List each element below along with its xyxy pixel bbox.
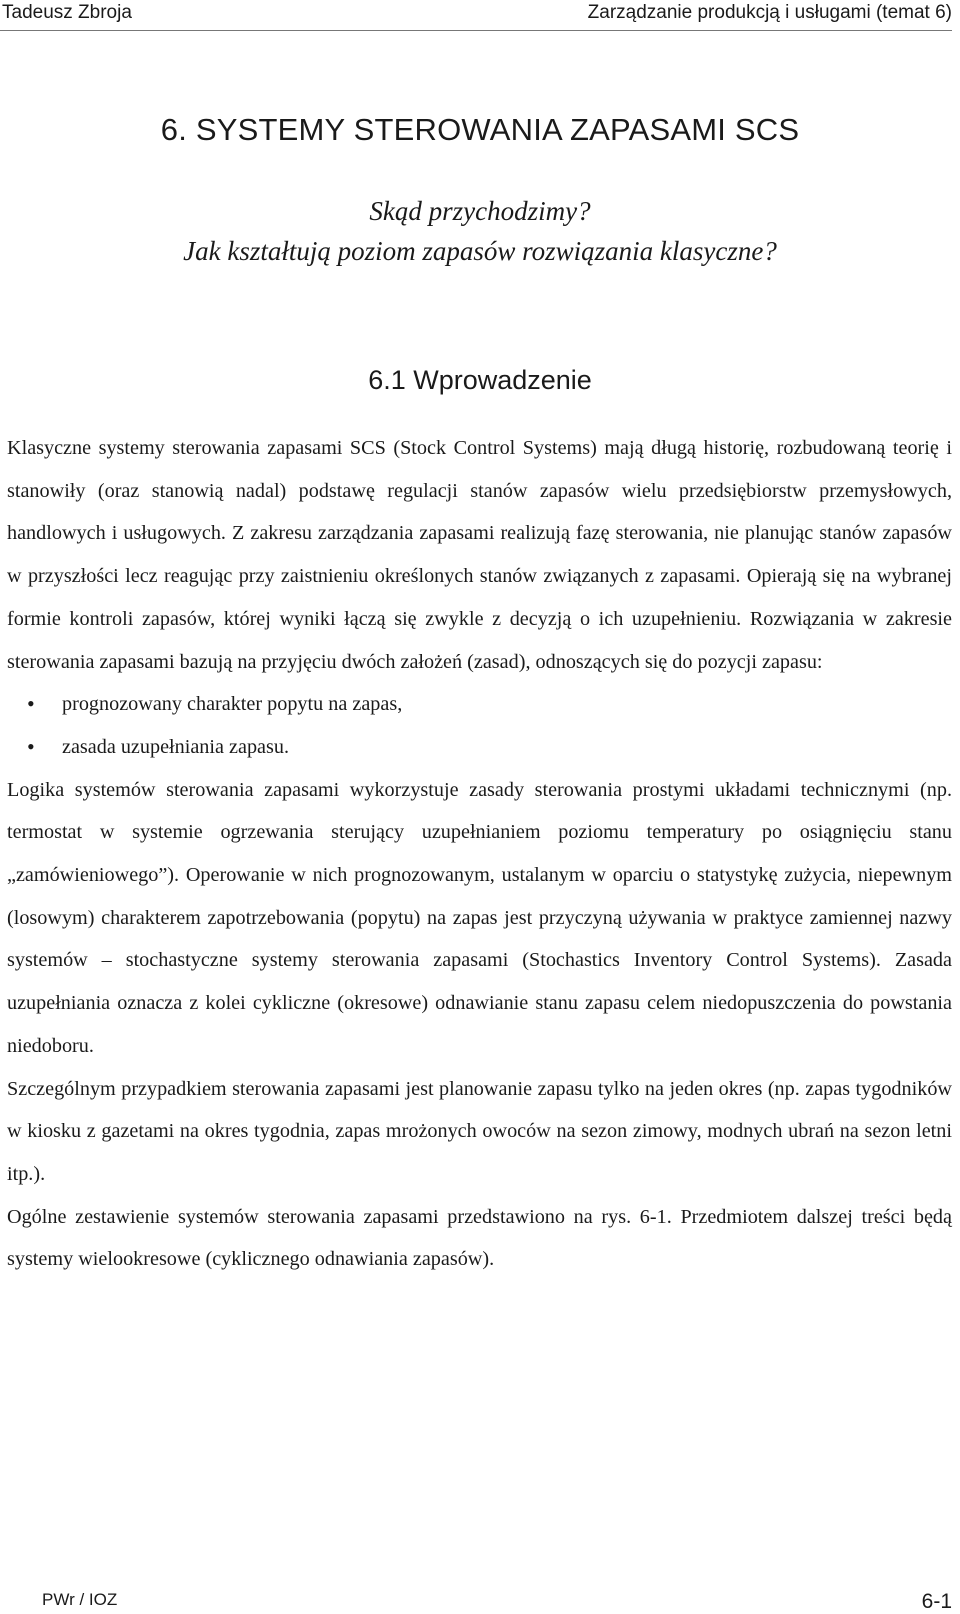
bullet-list — [7, 683, 952, 768]
bullet-item — [7, 726, 952, 769]
body-text — [7, 427, 952, 1281]
bullet-item — [7, 683, 952, 726]
paragraph-logic: Logika systemów sterowania zapasami wykorzystuje zasady sterowania prostymi układami technicznymi (np. termostat w systemie ogrzewania sterujący uzupełnianiem poziomu temperatury po osiągnięciu stanu „zamówieniowego”). Operowanie w nich prognozowanym, ustalanym w oparciu o statystykę zużycia, niepewnym (losowym) charakterem zapotrzebowania (popytu) na zapas jest przyczyną używania w praktyce zamiennej nazwy systemów – stochastyczne systemy sterowania zapasami (Stochastics Inventory Control Systems). Zasada uzupełniania oznacza z kolei cykliczne (okresowe) odnawianie stanu zapasu celem niedopuszczenia do powstania niedoboru. — [7, 778, 952, 1057]
paragraph-intro: Klasyczne systemy sterowania zapasami SCS (Stock Control Systems) mają długą historię, rozbudowaną teorię i stanowiły (oraz stanowią nadal) podstawę regulacji stanów zapasów wielu przedsiębiorstw przemysłowych, handlowych i usługowych. Z zakresu zarządzania zapasami realizują fazę sterowania, nie planując stanów zapasów w przyszłości lecz reagując przy zaistnieniu określonych stanów związanych z zapasami. Opierają się na wybranej formie kontroli zapasów, której wyniki łączą się zwykle z decyzją o ich uzupełnieniu. Rozwiązania w zakresie sterowania zapasami bazują na przyjęciu dwóch założeń (zasad), odnoszących się do pozycji zapasu: — [7, 437, 952, 673]
header-course: Zarządzanie produkcją i usługami (temat 6) — [587, 2, 952, 23]
bullet-text: prognozowany charakter popytu na zapas, — [62, 693, 403, 716]
question-2: Jak kształtują poziom zapasów rozwiązania klasyczne? — [183, 236, 777, 266]
paragraph-special-case: Szczególnym przypadkiem sterowania zapasami jest planowanie zapasu tylko na jeden okres (np. zapas tygodników w kiosku z gazetami na okres tygodnia, zapas mrożonych owoców na sezon zimowy, modnych ubrań na sezon letni itp.). — [7, 1077, 952, 1185]
bullet-text: zasada uzupełniania zapasu. — [62, 735, 289, 758]
bullet-icon: • — [27, 691, 35, 717]
chapter-title: 6. SYSTEMY STEROWANIA ZAPASAMI SCS — [160, 112, 800, 147]
section-title: 6.1 Wprowadzenie — [368, 365, 592, 395]
footer-source: PWr / IOZ — [42, 1590, 118, 1609]
header-author: Tadeusz Zbroja — [2, 2, 132, 23]
bullet-icon: • — [27, 733, 35, 759]
paragraph-overview: Ogólne zestawienie systemów sterowania zapasami przedstawiono na rys. 6-1. Przedmiotem dalszej treści będą systemy wielookresowe (cyklicznego odnawiania zapasów). — [7, 1205, 952, 1271]
question-1: Skąd przychodzimy? — [369, 196, 591, 226]
page-header — [0, 0, 952, 31]
page-number: 6-1 — [921, 1590, 952, 1613]
